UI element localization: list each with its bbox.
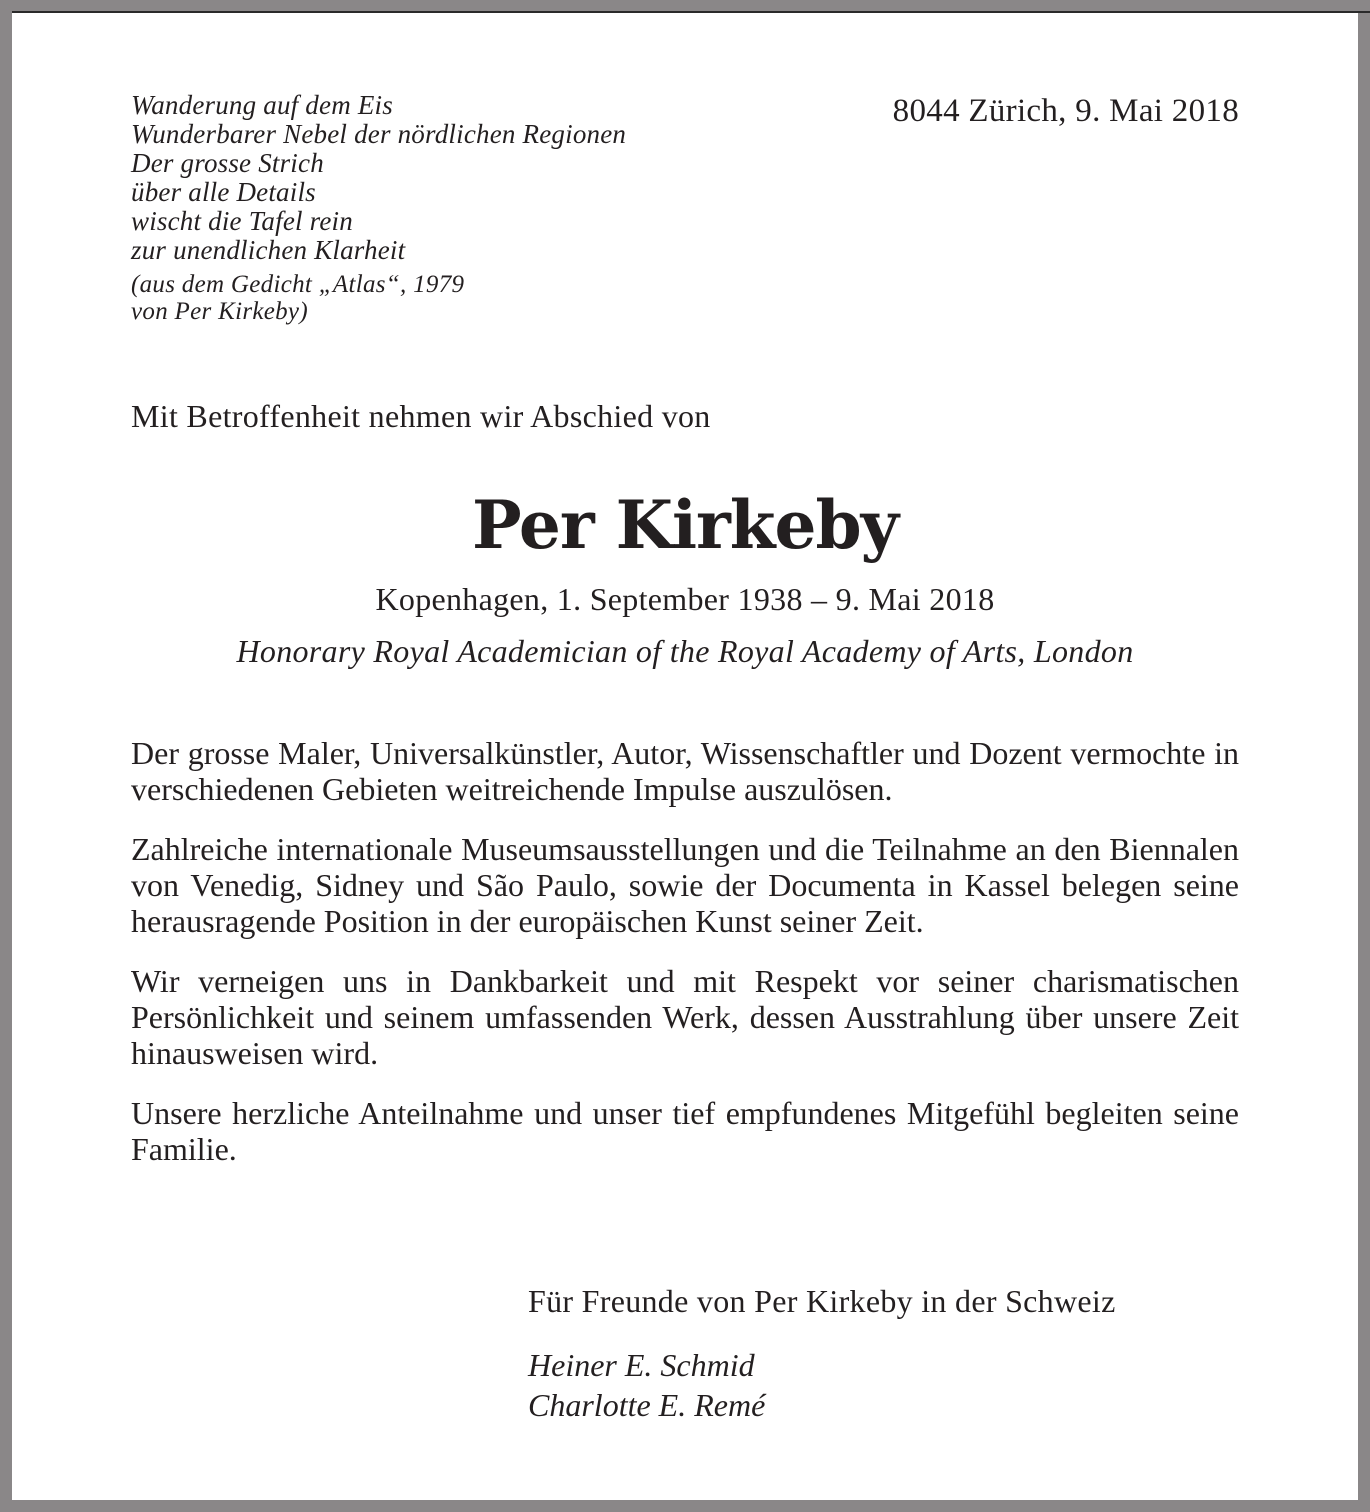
body-paragraph: Zahlreiche internationale Museumsausstellungen und die Teilnahme an den Biennalen von Venedig, Sidney und São Paulo, sowie der Documenta in Kassel belegen seine herausragende Position in der europäischen Kunst seiner Zeit. xyxy=(131,831,1239,939)
poem-quote xyxy=(131,91,626,265)
life-dates: Kopenhagen, 1. September 1938 – 9. Mai 2018 xyxy=(375,581,995,617)
obituary-page xyxy=(12,13,1358,1500)
poem-line: Wanderung auf dem Eis xyxy=(131,90,393,120)
body-paragraph: Wir verneigen uns in Dankbarkeit und mit Respekt vor seiner charismatischen Persönlichkeit und seinem umfassenden Werk, dessen Ausstrahlung über unsere Zeit hinausweisen wird. xyxy=(131,963,1239,1071)
attribution-line: von Per Kirkeby) xyxy=(131,298,308,325)
signer-name: Heiner E. Schmid xyxy=(528,1347,755,1383)
poem-line: wischt die Tafel rein xyxy=(131,206,353,236)
poem-attribution xyxy=(131,271,464,325)
poem-line: Der grosse Strich xyxy=(131,148,324,178)
intro-line: Mit Betroffenheit nehmen wir Abschied von xyxy=(131,398,711,434)
attribution-line: (aus dem Gedicht „Atlas“, 1979 xyxy=(131,271,465,298)
place-and-date: 8044 Zürich, 9. Mai 2018 xyxy=(892,93,1239,129)
body-paragraph: Der grosse Maler, Universalkünstler, Autor, Wissenschaftler und Dozent vermochte in verschiedenen Gebieten weitreichende Impulse auszulösen. xyxy=(131,735,1239,807)
poem-line: zur unendlichen Klarheit xyxy=(131,235,406,265)
signer-name: Charlotte E. Remé xyxy=(528,1387,766,1423)
poem-line: über alle Details xyxy=(131,177,316,207)
signers-block xyxy=(528,1345,765,1425)
deceased-name: Per Kirkeby xyxy=(471,486,899,564)
honorary-title: Honorary Royal Academician of the Royal Academy of Arts, London xyxy=(236,633,1134,669)
signoff-line: Für Freunde von Per Kirkeby in der Schweiz xyxy=(528,1283,1116,1319)
obituary-body xyxy=(131,735,1239,1191)
poem-line: Wunderbarer Nebel der nördlichen Regionen xyxy=(131,119,627,149)
body-paragraph: Unsere herzliche Anteilnahme und unser tief empfundenes Mitgefühl begleiten seine Familie. xyxy=(131,1095,1239,1167)
